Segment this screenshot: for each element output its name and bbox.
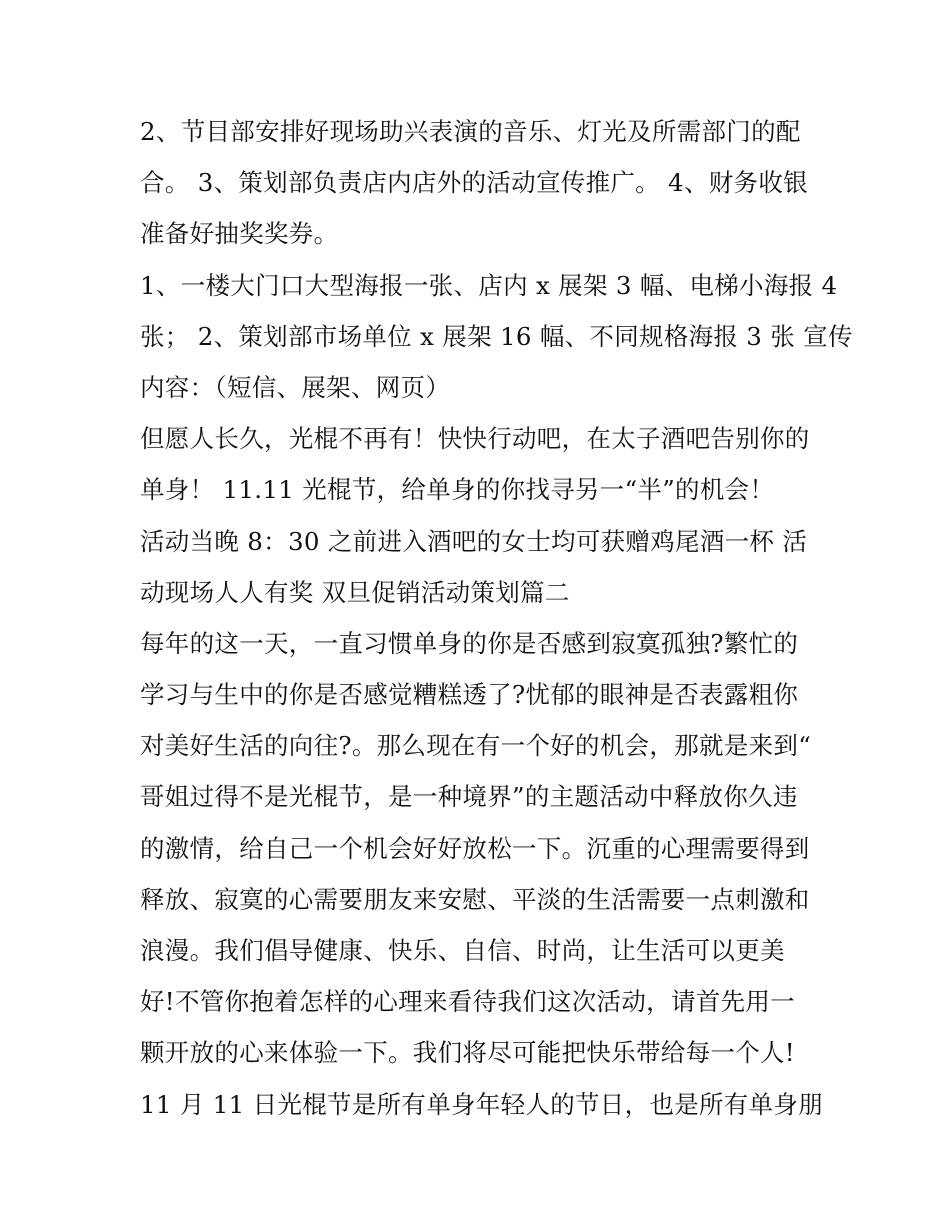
text-line: 2、节目部安排好现场助兴表演的音乐、灯光及所需部门的配 [140, 117, 801, 146]
text-line: 对美好生活的向往?。那么现在有一个好的机会，那就是来到“ [140, 731, 812, 761]
text-line: 但愿人长久，光棍不再有！快快行动吧，在太子酒吧告别你的 [140, 424, 810, 454]
paragraph-program-department [140, 106, 820, 260]
text-line: 好!不管你抱着怎样的心理来看待我们这次活动，请首先用一 [140, 987, 795, 1017]
text-line: 内容：（短信、展架、网页） [140, 372, 451, 402]
text-line: 张； 2、策划部市场单位 x 展架 16 幅、不同规格海报 3 张 宣传 [140, 321, 853, 351]
document-body [140, 106, 853, 1130]
text-line: 活动当晚 8：30 之前进入酒吧的女士均可获赠鸡尾酒一杯 活 [140, 526, 808, 556]
text-line: 每年的这一天，一直习惯单身的你是否感到寂寞孤独?繁忙的 [140, 628, 799, 658]
paragraph-singles-day [140, 1079, 824, 1130]
text-line: 哥姐过得不是光棍节，是一种境界”的主题活动中释放你久违 [140, 782, 798, 812]
paragraph-theme-intro [140, 618, 820, 1079]
text-line: 学习与生中的你是否感觉糟糕透了?忧郁的眼神是否表露粗你 [140, 680, 799, 710]
paragraph-slogan [140, 413, 820, 515]
text-line: 释放、寂寞的心需要朋友来安慰、平淡的生活需要一点刺激和 [140, 884, 810, 914]
paragraph-promotion-materials [140, 260, 853, 414]
text-line: 颗开放的心来体验一下。我们将尽可能把快乐带给每一个人! [140, 1038, 795, 1068]
text-line: 11 月 11 日光棍节是所有单身年轻人的节日，也是所有单身朋 [140, 1089, 824, 1119]
text-line: 1、一楼大门口大型海报一张、店内 x 展架 3 幅、电梯小海报 4 [140, 270, 838, 300]
text-line: 动现场人人有奖 双旦促销活动策划篇二 [140, 577, 570, 607]
text-line: 的激情，给自己一个机会好好放松一下。沉重的心理需要得到 [140, 833, 810, 863]
text-line: 浪漫。我们倡导健康、快乐、自信、时尚，让生活可以更美 [140, 936, 785, 965]
text-line: 合。 3、策划部负责店内店外的活动宣传推广。 4、财务收银 [140, 168, 808, 198]
text-line: 准备好抽奖奖券。 [140, 219, 339, 249]
text-line: 单身！ 11.11 光棍节，给单身的你找寻另一“半”的机会！ [140, 475, 775, 505]
paragraph-event-night [140, 516, 820, 618]
